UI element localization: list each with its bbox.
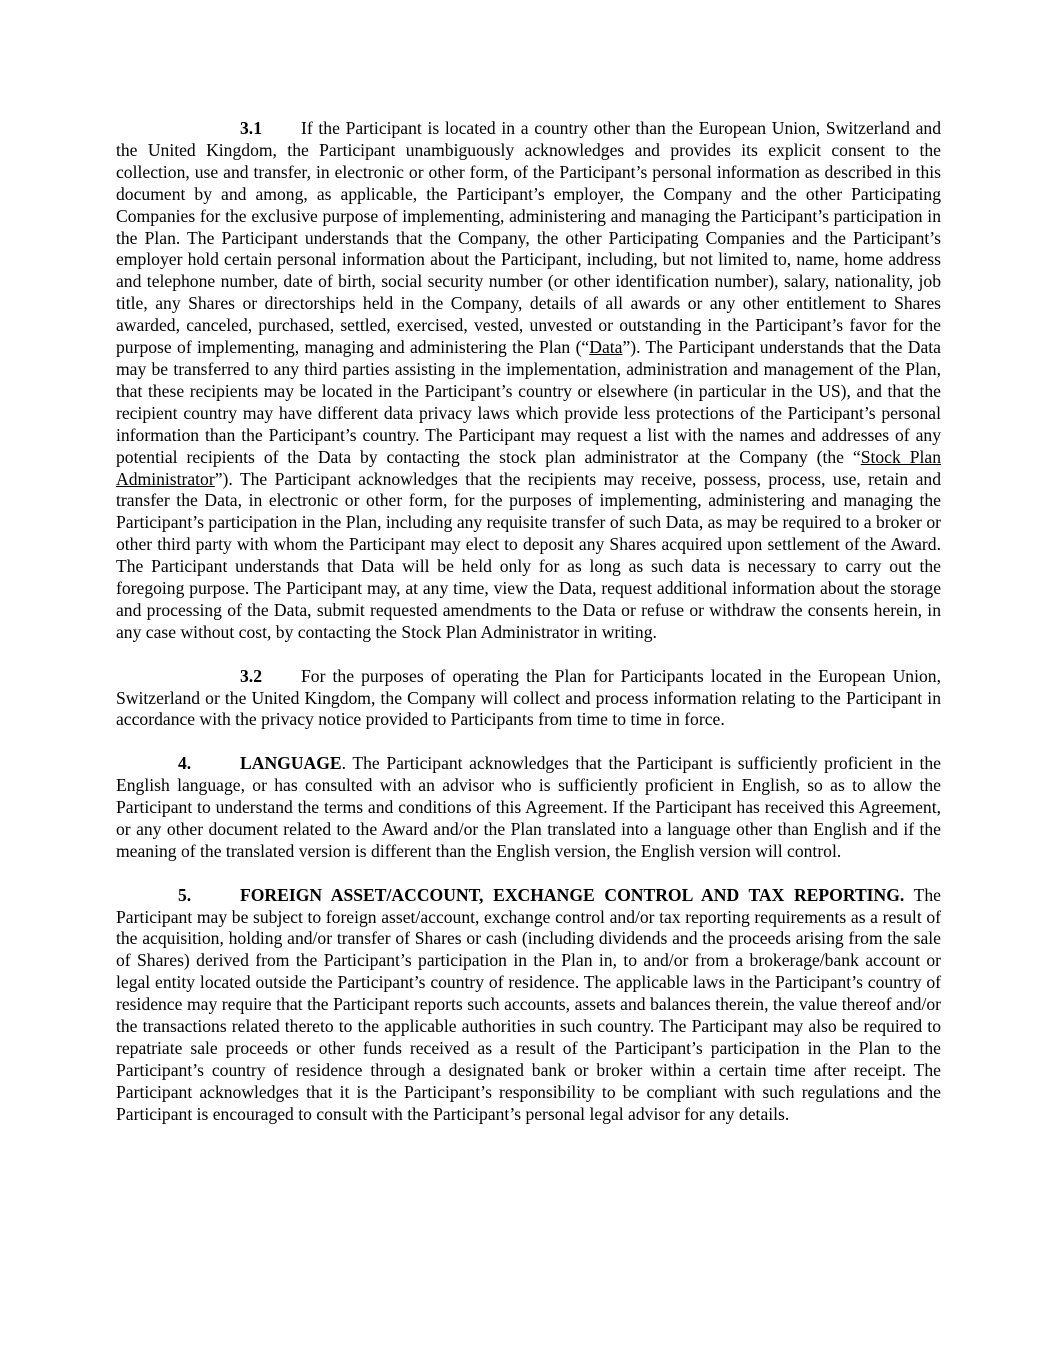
section-3-2: [116, 666, 941, 732]
section-4-language: [116, 753, 941, 863]
section-text: If the Participant is located in a country other than the European Union, Switzerland and the United Kingdom, the Participant unambiguously acknowledges and provides its explicit consent to the collection, use and transfer, in electronic or other form, of the Participant’s personal information as described in this document by and among, as applicable, the Participant’s employer, the Company and the other Participating Companies for the exclusive purpose of implementing, administering and managing the Participant’s participation in the Plan. The Participant understands that the Company, the other Participating Companies and the Participant’s employer hold certain personal information about the Participant, including, but not limited to, name, home address and telephone number, date of birth, social security number (or other identification number), salary, nationality, job title, any Shares or directorships held in the Company, details of all awards or any other entitlement to Shares awarded, canceled, purchased, settled, exercised, vested, unvested or outstanding in the Participant’s favor for the purpose of implementing, managing and administering the Plan (“: [116, 118, 941, 358]
section-text: ”). The Participant acknowledges that the recipients may receive, possess, process, use, retain and transfer the Data, in electronic or other form, for the purposes of implementing, administering and managing the Participant’s participation in the Plan, including any requisite transfer of such Data, as may be required to a broker or other third party with whom the Participant may elect to deposit any Shares acquired upon settlement of the Award. The Participant understands that Data will be held only for as long as such data is necessary to carry out the foregoing purpose. The Participant may, at any time, view the Data, request additional information about the storage and processing of the Data, submit requested amendments to the Data or refuse or withdraw the consents herein, in any case without cost, by contacting the Stock Plan Administrator in writing.: [116, 468, 941, 642]
section-text: ”). The Participant understands that the Data may be transferred to any third parties assisting in the implementation, administration and management of the Plan, that these recipients may be located in the Participant’s country or elsewhere (in particular in the US), and that the recipient country may have different data privacy laws which provide less protections of the Participant’s personal information than the Participant’s country. The Participant may request a list with the names and addresses of any potential recipients of the Data by contacting the stock plan administrator at the Company (the “: [116, 337, 941, 467]
section-number: 5.: [178, 884, 192, 905]
section-number: 3.2: [240, 665, 262, 686]
section-heading: LANGUAGE: [240, 753, 342, 774]
defined-term-data: Data: [589, 337, 623, 358]
section-number: 4.: [178, 753, 192, 774]
section-number: 3.1: [240, 118, 262, 138]
defined-term-stock-plan-administrator: Stock Plan Administrator: [116, 446, 941, 489]
section-text: For the purposes of operating the Plan for Participants located in the European Union, Switzerland or the United Kingdom, the Company will collect and process information relating to the Participant in accordance with the privacy notice provided to Participants from time to time in force.: [116, 665, 941, 730]
section-text: . The Participant acknowledges that the Participant is sufficiently proficient in the English language, or has consulted with an advisor who is sufficiently proficient in English, so as to allow the Participant to understand the terms and conditions of this Agreement. If the Participant has received this Agreement, or any other document related to the Award and/or the Plan translated into a language other than English and if the meaning of the translated version is different than the English version, the English version will control.: [116, 753, 941, 861]
section-3-1: [116, 118, 941, 644]
section-5-foreign-asset: [116, 885, 941, 1126]
section-heading: FOREIGN ASSET/ACCOUNT, EXCHANGE CONTROL AND TAX REPORTING.: [240, 884, 905, 905]
document-page: [116, 118, 941, 1148]
section-text: The Participant may be subject to foreign asset/account, exchange control and/or tax reporting requirements as a result of the acquisition, holding and/or transfer of Shares or cash (including dividends and the proceeds arising from the sale of Shares) derived from the Participant’s participation in the Plan in, to and/or from a brokerage/bank account or legal entity located outside the Participant’s country of residence. The applicable laws in the Participant’s country of residence may require that the Participant reports such accounts, assets and balances therein, the value thereof and/or the transactions related thereto to the applicable authorities in such country. The Participant may also be required to repatriate sale proceeds or other funds received as a result of the Participant’s participation in the Plan to the Participant’s country of residence through a designated bank or broker within a certain time after receipt. The Participant acknowledges that it is the Participant’s responsibility to be compliant with such regulations and the Participant is encouraged to consult with the Participant’s personal legal advisor for any details.: [116, 884, 941, 1124]
